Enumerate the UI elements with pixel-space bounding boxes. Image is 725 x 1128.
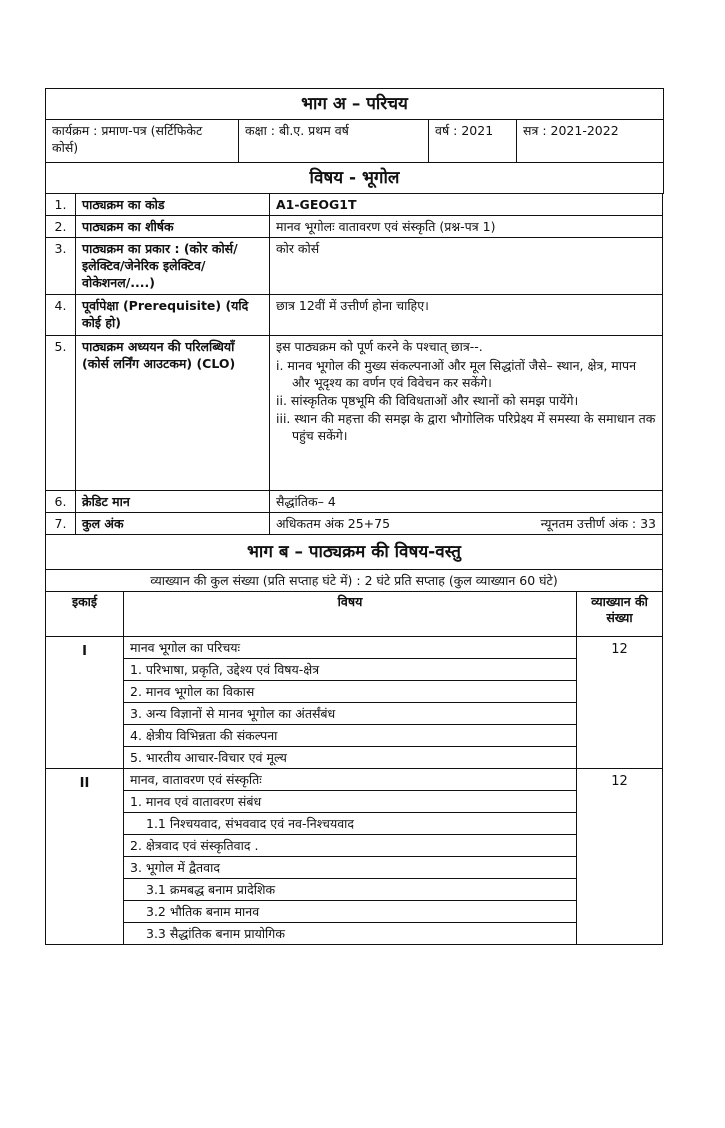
topic-text: मानव, वातावरण एवं संस्कृतिः [124,769,577,791]
detail-row: 2. पाठ्यक्रम का शीर्षक मानव भूगोलः वातावरण एवं संस्कृति (प्रश्न-पत्र 1) [46,216,663,238]
course-code: A1-GEOG1T [270,194,663,216]
credit-row: 6. क्रेडिट मान सैद्धांतिक– 4 [46,491,663,513]
topic-text: मानव भूगोल का परिचयः [124,637,577,659]
lectures-line: व्याख्यान की कुल संख्या (प्रति सप्ताह घंटे में) : 2 घंटे प्रति सप्ताह (कुल व्याख्यान 60 घंटे) [46,570,663,592]
col-topic: विषय [124,592,577,637]
syllabus-page [45,88,663,945]
credit-value: सैद्धांतिक– 4 [270,491,663,513]
year-cell: वर्ष : 2021 [429,120,517,163]
part-a-title: भाग अ – परिचय [46,89,664,120]
topic-row [46,725,663,747]
detail-row: 1. पाठ्यक्रम का कोड A1-GEOG1T [46,194,663,216]
col-lectures: व्याख्यान की संख्या [577,592,663,637]
unit-lectures: 12 [577,769,663,945]
topic-text: 3.1 क्रमबद्ध बनाम प्रादेशिक [124,879,577,901]
clo-content [270,336,663,491]
topic-row [46,901,663,923]
marks-row: 7. कुल अंक अधिकतम अंक 25+75 न्यूनतम उत्तीर्ण अंक : 33 [46,513,663,535]
detail-label: पाठ्यक्रम का प्रकार : (कोर कोर्स/इलेक्टिव/जेनेरिक इलेक्टिव/वोकेशनल/....) [76,238,270,295]
topic-row [46,923,663,945]
topic-text: 3.2 भौतिक बनाम मानव [124,901,577,923]
detail-label: पूर्वापेक्षा (Prerequisite) (यदि कोई हो) [76,295,270,336]
subject-title: विषय - भूगोल [46,163,664,194]
course-title: मानव भूगोलः वातावरण एवं संस्कृति (प्रश्न-पत्र 1) [270,216,663,238]
session-cell: सत्र : 2021-2022 [517,120,664,163]
topic-text: 1. परिभाषा, प्रकृति, उद्देश्य एवं विषय-क्षेत्र [124,659,577,681]
topic-text: 4. क्षेत्रीय विभिन्नता की संकल्पना [124,725,577,747]
class-cell: कक्षा : बी.ए. प्रथम वर्ष [239,120,429,163]
part-a-table [45,88,664,194]
clo-label: पाठ्यक्रम अध्ययन की परिलब्धियाँ (कोर्स लर्निंग आउटकम) (CLO) [76,336,270,491]
prerequisite: छात्र 12वीं में उत्तीर्ण होना चाहिए। [270,295,663,336]
topic-row [46,857,663,879]
clo-list [276,357,656,444]
max-marks: अधिकतम अंक 25+75 [276,516,391,531]
topic-text: 5. भारतीय आचार-विचार एवं मूल्य [124,747,577,769]
topic-row [46,791,663,813]
topic-text: 1.1 निश्चयवाद, संभववाद एवं नव-निश्चयवाद [124,813,577,835]
detail-label: पाठ्यक्रम का शीर्षक [76,216,270,238]
topic-text: 2. मानव भूगोल का विकास [124,681,577,703]
marks-value [270,513,663,535]
clo-item: iii. स्थान की महत्ता की समझ के द्वारा भौगोलिक परिप्रेक्ष्य में समस्या के समाधान तक पहुंच सकेंगे। [276,411,656,443]
topic-row [46,813,663,835]
unit-lectures: 12 [577,637,663,769]
min-marks: न्यूनतम उत्तीर्ण अंक : 33 [540,516,656,531]
topic-row [46,637,663,659]
clo-item: ii. सांस्कृतिक पृष्ठभूमि की विविधताओं और स्थानों को समझ पायेंगे। [276,393,579,408]
topic-row [46,835,663,857]
clo-row: 5. पाठ्यक्रम अध्ययन की परिलब्धियाँ (कोर्स लर्निंग आउटकम) (CLO) इस पाठ्यक्रम को पूर्ण करने के पश्चात् छात्र--. i. मानव भूगोल की मुख्य संकल्पनाओं और मूल सिद्धांतों जैसे– स्थान, क्षेत्र, मापन और भूदृश्य का वर्णन एवं विवेचन कर सकेंगे। ii. सांस्कृतिक पृष्ठभूमि की विविधताओं और स्थानों को समझ पायेंगे। iii. स्थान की महत्ता की समझ के द्वारा भौगोलिक परिप्रेक्ष्य में समस्या के समाधान तक पहुंच सकेंगे। [46,336,663,491]
topic-text: 3. भूगोल में द्वैतवाद [124,857,577,879]
topic-row [46,879,663,901]
unit-number: II [46,769,124,945]
topic-row [46,659,663,681]
clo-intro: इस पाठ्यक्रम को पूर्ण करने के पश्चात् छात्र--. [276,339,483,354]
part-b-title: भाग ब – पाठ्यक्रम की विषय-वस्तु [46,535,663,570]
course-type: कोर कोर्स [270,238,663,295]
part-b-table [45,534,663,945]
col-unit: इकाई [46,592,124,637]
topic-row [46,747,663,769]
topic-text: 3. अन्य विज्ञानों से मानव भूगोल का अंतर्संबंध [124,703,577,725]
topic-row [46,769,663,791]
course-details-table [45,193,663,535]
program-cell: कार्यक्रम : प्रमाण-पत्र (सर्टिफिकेट कोर्स) [46,120,239,163]
detail-label: पाठ्यक्रम का कोड [76,194,270,216]
credit-label: क्रेडिट मान [76,491,270,513]
topic-text: 3.3 सैद्धांतिक बनाम प्रायोगिक [124,923,577,945]
topic-row [46,681,663,703]
clo-item: i. मानव भूगोल की मुख्य संकल्पनाओं और मूल सिद्धांतों जैसे– स्थान, क्षेत्र, मापन और भूदृश्य का वर्णन एवं विवेचन कर सकेंगे। [276,358,637,390]
topic-row [46,703,663,725]
detail-row: 4. पूर्वापेक्षा (Prerequisite) (यदि कोई हो) छात्र 12वीं में उत्तीर्ण होना चाहिए। [46,295,663,336]
unit-number: I [46,637,124,769]
marks-label: कुल अंक [76,513,270,535]
topic-text: 2. क्षेत्रवाद एवं संस्कृतिवाद . [124,835,577,857]
topic-text: 1. मानव एवं वातावरण संबंध [124,791,577,813]
detail-row: 3. पाठ्यक्रम का प्रकार : (कोर कोर्स/इलेक्टिव/जेनेरिक इलेक्टिव/वोकेशनल/....) कोर कोर्स [46,238,663,295]
content-header-row [46,592,663,637]
